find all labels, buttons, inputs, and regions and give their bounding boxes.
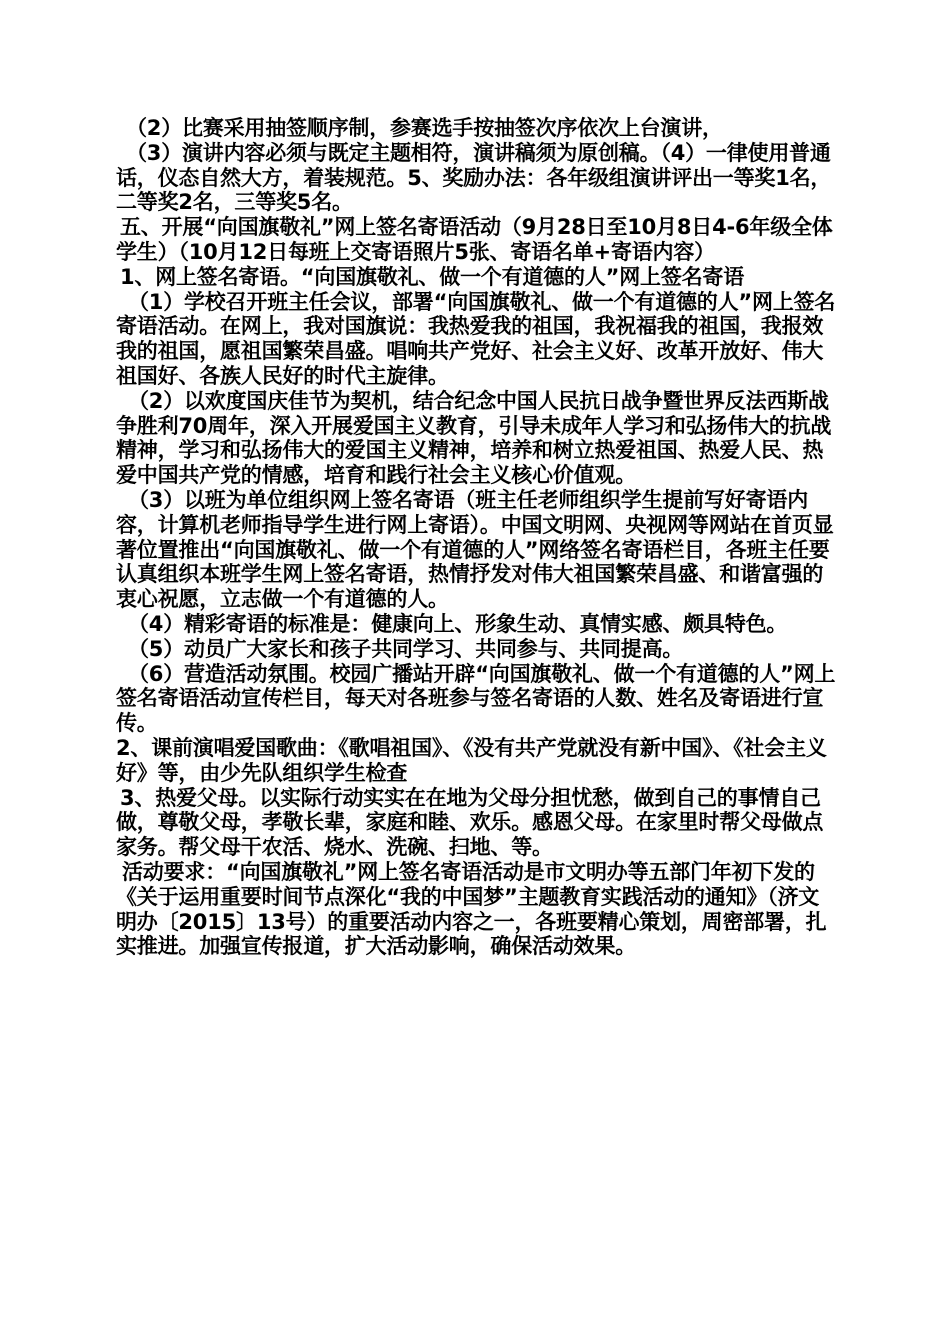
paragraph-item-2: （2）以欢度国庆佳节为契机，结合纪念中国人民抗日战争暨世界反法西斯战争胜利70周年，深入开展爱国主义教育，引导未成年人学习和弘扬伟大的抗战精神，学习和弘扬伟大的爱国主义精神，培养和树立热爱祖国、热爱人民、热爱中国共产党的情感，培育和践行社会主义核心价值观。 (116, 388, 832, 488)
paragraph-item-1: （1）学校召开班主任会议，部署“向国旗敬礼、做一个有道德的人”网上签名寄语活动。在网上，我对国旗说：我热爱我的祖国，我祝福我的祖国，我报效我的祖国，愿祖国繁荣昌盛。唱响共产党好、社会主义好、改革开放好、伟大祖国好、各族人民好的时代主旋律。 (116, 289, 836, 388)
paragraph-item-6: （6）营造活动氛围。校园广播站开辟“向国旗敬礼、做一个有道德的人”网上签名寄语活动宣传栏目，每天对各班参与签名寄语的人数、姓名及寄语进行宣传。 (116, 661, 836, 736)
paragraph-item-3: （3）以班为单位组织网上签名寄语（班主任老师组织学生提前写好寄语内容，计算机老师指导学生进行网上寄语）。中国文明网、央视网等网站在首页显著位置推出“向国旗敬礼、做一个有道德的人”网络签名寄语栏目，各班主任要认真组织本班学生网上签名寄语，热情抒发对伟大祖国繁荣昌盛、和谐富强的衷心祝愿，立志做一个有道德的人。 (116, 487, 834, 612)
paragraph-draw-order-rule: （2）比赛采用抽签顺序制，参赛选手按抽签次序依次上台演讲， (126, 116, 723, 140)
paragraph-patriotic-songs: 2、课前演唱爱国歌曲：《歌唱祖国》、《没有共产党就没有新中国》、《社会主义好》等，由少先队组织学生检查 (116, 735, 827, 785)
paragraph-online-signature-heading: 1、网上签名寄语。“向国旗敬礼、做一个有道德的人”网上签名寄语 (120, 264, 745, 289)
paragraph-love-parents: 3、热爱父母。以实际行动实实在在地为父母分担忧愁，做到自己的事情自己做，尊敬父母，孝敬长辈，家庭和睦、欢乐。感恩父母。在家里时帮父母做点家务。帮父母干农活、烧水、洗碗、扫地、等。 (116, 785, 824, 860)
paragraph-section-five-heading: 五、开展“向国旗敬礼”网上签名寄语活动（9月28日至10月8日4-6年级全体学生）（10月12日每班上交寄语照片5张、寄语名单+寄语内容） (116, 215, 833, 264)
paragraph-item-4: （4）精彩寄语的标准是：健康向上、形象生动、真情实感、颇具特色。 (128, 611, 788, 636)
paragraph-speech-requirements: （3）演讲内容必须与既定主题相符，演讲稿须为原创稿。（4）一律使用普通话，仪态自然大方，着装规范。5、奖励办法：各年级组演讲评出一等奖1名，二等奖2名，三等奖5名。 (116, 140, 832, 215)
paragraph-item-5: （5）动员广大家长和孩子共同学习、共同参与、共同提高。 (128, 636, 684, 661)
paragraph-activity-requirements: 活动要求：“向国旗敬礼”网上签名寄语活动是市文明办等五部门年初下发的《关于运用重要时间节点深化“我的中国梦”主题教育实践活动的通知》（济文明办〔2015〕13号）的重要活动内容之一，各班要精心策划，周密部署，扎实推进。加强宣传报道，扩大活动影响，确保活动效果。 (116, 859, 827, 959)
document-page (116, 116, 836, 959)
